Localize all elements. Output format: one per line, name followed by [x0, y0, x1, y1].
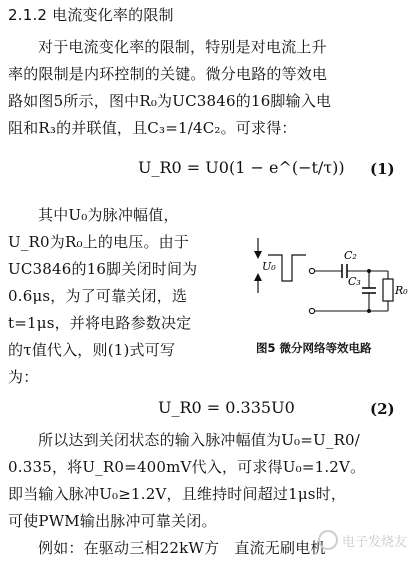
- paragraph-3-line-4: 可使PWM输出脉冲可靠关闭。: [8, 512, 217, 530]
- watermark-logo-icon: [318, 530, 338, 550]
- watermark: [318, 530, 407, 550]
- ground-terminal: [309, 308, 314, 313]
- equation-2: U_R0 = 0.335U0: [158, 398, 295, 417]
- arrow-top-head: [254, 251, 262, 259]
- paragraph-2-line-3: UC3846的16脚关闭时间为: [8, 260, 198, 278]
- paragraph-3-line-2: 0.335，将U_R0=400mV代入，可求得U₀=1.2V。: [8, 458, 366, 476]
- c3-label: C₃: [348, 275, 361, 288]
- paragraph-1-line-1: 对于电流变化率的限制，特别是对电流上升: [38, 38, 327, 56]
- equation-2-number: (2): [370, 400, 395, 418]
- paragraph-3-line-5: 例如：在驱动三相22kW方 直流无刷电机: [38, 539, 326, 557]
- c2-label: C₂: [344, 249, 357, 262]
- watermark-text: 电子发烧友: [341, 535, 407, 550]
- paragraph-3-line-1: 所以达到关闭状态的输入脉冲幅值为U₀=U_R0/: [38, 431, 361, 449]
- paragraph-1-line-4: 阻和R₃的并联值，且C₃=1/4C₂。可求得：: [8, 119, 297, 137]
- paragraph-3-line-3: 即当输入脉冲U₀≥1.2V，且维持时间超过1μs时，: [8, 485, 347, 503]
- paragraph-2-line-4: 0.6μs，为了可靠关闭，选: [8, 287, 188, 305]
- section-heading: 2.1.2 电流变化率的限制: [8, 6, 174, 24]
- paragraph-2-line-7: 为：: [8, 368, 39, 386]
- paragraph-1-line-3: 路如图5所示，图中R₀为UC3846的16脚输入电: [8, 92, 332, 110]
- junction-bottom: [367, 309, 371, 313]
- equation-1: U_R0 = U0(1 − e^(−t/τ)): [138, 158, 345, 177]
- figure-caption: 图5 微分网络等效电路: [256, 341, 372, 355]
- paragraph-2-line-1: 其中U₀为脉冲幅值，: [38, 206, 179, 224]
- r0-resistor: [383, 279, 393, 301]
- differential-network-diagram: [248, 235, 413, 335]
- paragraph-2-line-2: U_R0为R₀上的电压。由于: [8, 233, 190, 251]
- paragraph-2-line-5: t=1μs，并将电路参数决定: [8, 314, 192, 332]
- r0-label: R₀: [395, 284, 408, 297]
- equation-1-number: (1): [370, 160, 395, 178]
- u0-label: U₀: [262, 260, 276, 273]
- input-terminal: [309, 268, 314, 273]
- paragraph-1-line-2: 率的限制是内环控制的关键。微分电路的等效电: [8, 65, 328, 83]
- arrow-bottom-head: [254, 273, 262, 281]
- paragraph-2-line-6: 的τ值代入，则(1)式可写: [8, 341, 176, 359]
